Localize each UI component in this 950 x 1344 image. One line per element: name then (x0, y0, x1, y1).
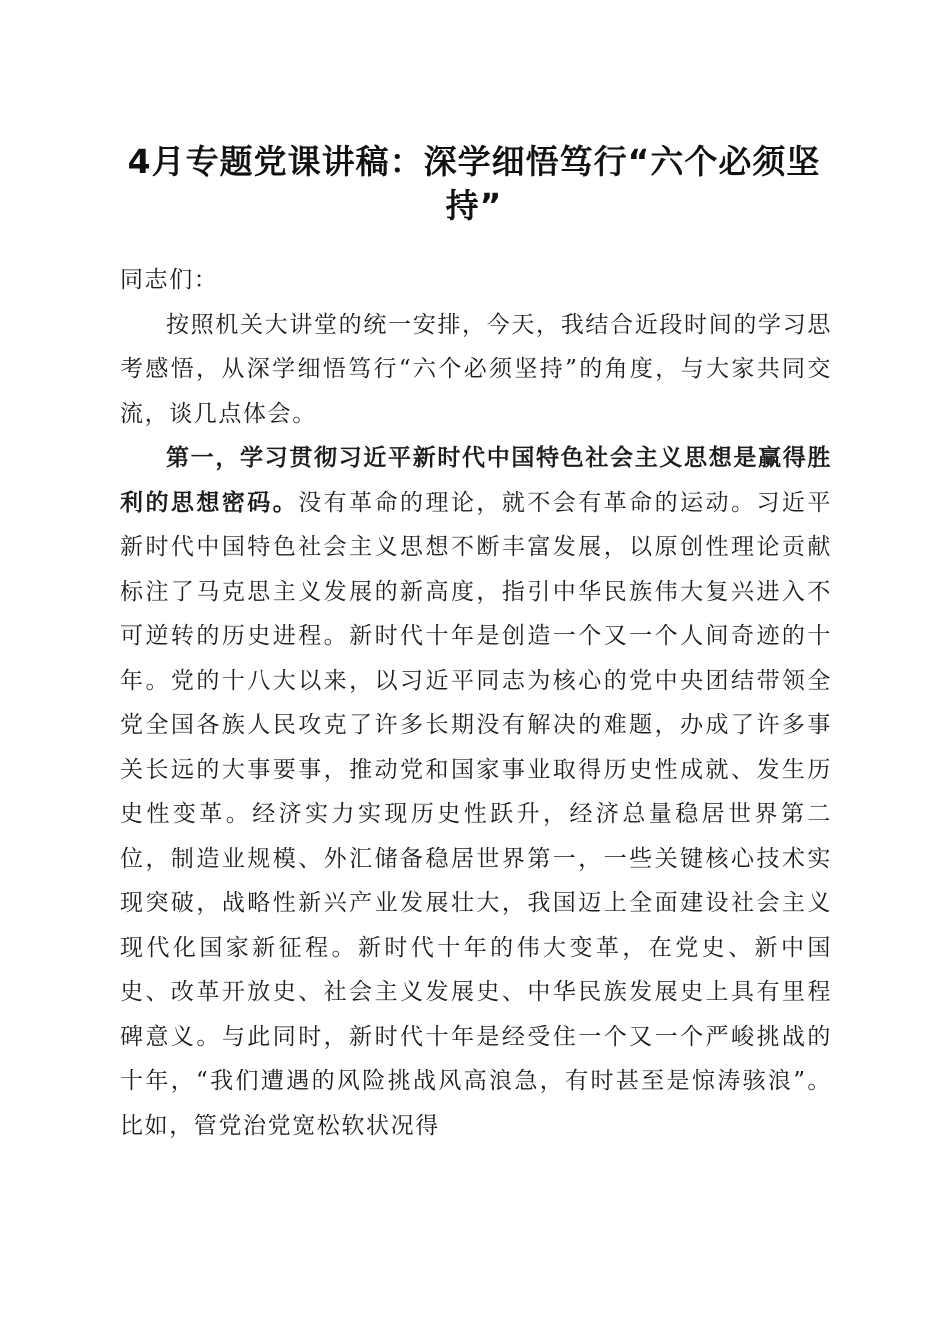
paragraph-lead-sentence: 第一，学习贯彻习近平新时代中国特色社会主义思想是赢得胜利的思想密码。 (120, 444, 832, 516)
document-title: 4月专题党课讲稿：深学细悟笃行“六个必须坚持” (127, 142, 821, 225)
paragraph-text: 按照机关大讲堂的统一安排，今天，我结合近段时间的学习思考感悟，从深学细悟笃行“六个必须坚持”的角度，与大家共同交流，谈几点体会。 (120, 311, 832, 427)
salutation: 同志们： (120, 267, 219, 293)
paragraph-text: 没有革命的理论，就不会有革命的运动。习近平新时代中国特色社会主义思想不断丰富发展，以原创性理论贡献标注了马克思主义发展的新高度，指引中华民族伟大复兴进入不可逆转的历史进程。新时代十年是创造一个又一个人间奇迹的十年。党的十八大以来，以习近平同志为核心的党中央团结带领全党全国各族人民攻克了许多长期没有解决的难题，办成了许多事关长远的大事要事，推动党和国家事业取得历史性成就、发生历史性变革。经济实力实现历史性跃升，经济总量稳居世界第二位，制造业规模、外汇储备稳居世界第一，一些关键核心技术实现突破，战略性新兴产业发展壮大，我国迈上全面建设社会主义现代化国家新征程。新时代十年的伟大变革，在党史、新中国史、改革开放史、社会主义发展史、中华民族发展史上具有里程碑意义。与此同时，新时代十年是经受住一个又一个严峻挑战的十年，“我们遭遇的风险挑战风高浪急，有时甚至是惊涛骇浪”。比如，管党治党宽松软状况得 (120, 489, 832, 1139)
paragraph-intro (120, 303, 832, 437)
document-body (120, 258, 832, 1148)
paragraph-first-point (120, 436, 832, 1148)
